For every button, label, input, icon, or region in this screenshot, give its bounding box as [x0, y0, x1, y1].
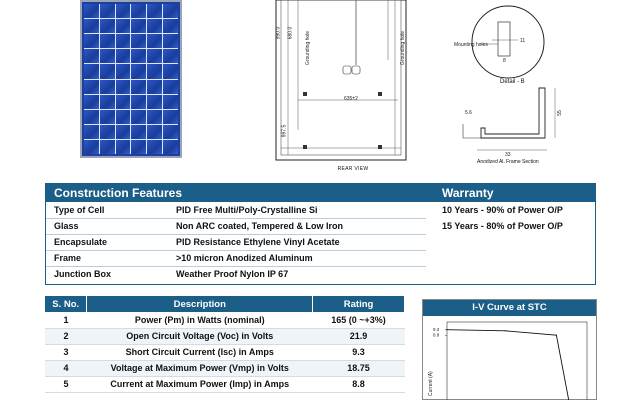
solar-cell [131, 110, 146, 124]
rear-view-caption: REAR VIEW [337, 166, 369, 172]
solar-cell [100, 34, 115, 48]
y-tick-label: 8.8 [433, 332, 440, 338]
cell-description: Power (Pm) in Watts (nominal) [87, 312, 313, 328]
cell-rating: 9.3 [313, 344, 405, 360]
solar-cell [131, 64, 146, 78]
iv-curve-line [447, 330, 575, 400]
solar-cell [131, 80, 146, 94]
solar-cell [147, 64, 162, 78]
solar-cell [84, 110, 99, 124]
construction-label: Frame [54, 253, 82, 263]
warranty-item: 10 Years - 90% of Power O/P [442, 205, 563, 215]
iv-curve-point [556, 335, 557, 336]
iv-curve-point [446, 329, 447, 330]
dim-label: 8 [503, 58, 506, 64]
table-row [45, 312, 405, 328]
iv-curve-point [505, 330, 506, 331]
detail-b-drawing [454, 0, 580, 92]
solar-cell [84, 19, 99, 33]
mounting-holes-label: Mounting holes [454, 42, 488, 48]
iv-curve-panel [422, 299, 597, 400]
solar-cell [147, 95, 162, 109]
grounding-hole-label: Grounding hole [305, 30, 312, 66]
dim-label: 33 [505, 152, 511, 158]
cell-sno: 4 [45, 360, 87, 376]
solar-cell [163, 95, 178, 109]
construction-label: Encapsulate [54, 237, 108, 247]
solar-cell [131, 49, 146, 63]
table-row [45, 376, 405, 392]
construction-label: Glass [54, 221, 79, 231]
column-header-description: Description [87, 296, 313, 312]
solar-cell [163, 64, 178, 78]
solar-cell [116, 49, 131, 63]
solar-cell [116, 19, 131, 33]
solar-cell [100, 95, 115, 109]
solar-cell [84, 34, 99, 48]
construction-row [46, 266, 595, 282]
solar-cell [84, 80, 99, 94]
solar-cell [116, 125, 131, 139]
cell-sno: 2 [45, 328, 87, 344]
construction-label: Type of Cell [54, 205, 105, 215]
construction-value: >10 micron Anodized Aluminum [176, 253, 313, 263]
solar-cell [163, 110, 178, 124]
cell-rating: 21.9 [313, 328, 405, 344]
solar-cell [147, 125, 162, 139]
column-header-sno: S. No. [45, 296, 87, 312]
solar-cell [131, 95, 146, 109]
cell-grid [84, 4, 178, 154]
cell-description: Open Circuit Voltage (Voc) in Volts [87, 328, 313, 344]
construction-value: PID Free Multi/Poly-Crystalline Si [176, 205, 318, 215]
solar-cell [84, 4, 99, 18]
solar-cell [100, 110, 115, 124]
dim-label: 55 [556, 110, 563, 116]
electrical-spec-table [45, 296, 405, 393]
solar-cell [116, 80, 131, 94]
cell-sno: 5 [45, 376, 87, 392]
construction-features-section [45, 183, 596, 285]
table-header-row [45, 296, 405, 312]
plot-frame [447, 322, 587, 400]
solar-cell [147, 110, 162, 124]
construction-header [46, 184, 595, 202]
solar-cell [147, 140, 162, 154]
construction-label: Junction Box [54, 269, 112, 279]
table-row [45, 344, 405, 360]
solar-cell [100, 19, 115, 33]
solar-cell [131, 125, 146, 139]
table-row [45, 360, 405, 376]
iv-curve-chart [423, 316, 596, 400]
construction-row [46, 234, 595, 250]
y-tick-label: 9.3 [433, 327, 440, 333]
solar-cell [147, 19, 162, 33]
frame-section-svg [455, 80, 575, 170]
solar-cell [100, 49, 115, 63]
warranty-item: 15 Years - 80% of Power O/P [442, 221, 563, 231]
solar-cell [163, 4, 178, 18]
frame-section-drawing [455, 80, 575, 170]
cell-sno: 3 [45, 344, 87, 360]
solar-cell [116, 95, 131, 109]
dim-label: 680.0 [287, 26, 294, 40]
construction-row [46, 250, 595, 266]
solar-cell [163, 34, 178, 48]
cell-sno: 1 [45, 312, 87, 328]
solar-cell [147, 34, 162, 48]
solar-cell [163, 19, 178, 33]
solar-cell [131, 19, 146, 33]
warranty-title: Warranty [442, 186, 494, 200]
rear-view-svg [268, 0, 438, 178]
solar-cell [163, 140, 178, 154]
construction-title: Construction Features [54, 186, 183, 200]
solar-cell [131, 140, 146, 154]
dim-label: 990.0 [275, 26, 282, 40]
cell-description: Voltage at Maximum Power (Vmp) in Volts [87, 360, 313, 376]
solar-cell [131, 4, 146, 18]
dim-label: 5.6 [465, 110, 472, 116]
solar-cell [163, 80, 178, 94]
solar-cell [147, 4, 162, 18]
cell-rating: 165 (0 ~+3%) [313, 312, 405, 328]
dim-label: 635±2 [344, 96, 358, 102]
detail-b-label: Detail - B [500, 79, 525, 85]
solar-cell [84, 49, 99, 63]
solar-cell [116, 64, 131, 78]
cell-rating: 18.75 [313, 360, 405, 376]
solar-cell [147, 49, 162, 63]
solar-cell [163, 125, 178, 139]
solar-cell [116, 34, 131, 48]
solar-cell [84, 64, 99, 78]
solar-cell [84, 95, 99, 109]
solar-cell [131, 34, 146, 48]
iv-curve-title: I-V Curve at STC [423, 300, 596, 316]
construction-row [46, 218, 595, 234]
solar-cell [116, 140, 131, 154]
construction-row [46, 202, 595, 218]
solar-cell [100, 125, 115, 139]
solar-cell [147, 80, 162, 94]
solar-cell [116, 110, 131, 124]
construction-value: PID Resistance Ethylene Vinyl Acetate [176, 237, 340, 247]
construction-value: Weather Proof Nylon IP 67 [176, 269, 289, 279]
solar-cell [116, 4, 131, 18]
solar-cell [100, 4, 115, 18]
cell-description: Short Circuit Current (Isc) in Amps [87, 344, 313, 360]
column-header-rating: Rating [313, 296, 405, 312]
solar-cell [100, 80, 115, 94]
panel-front-view [80, 0, 182, 158]
solar-cell [100, 64, 115, 78]
solar-cell [84, 125, 99, 139]
rear-view-drawing [268, 0, 438, 178]
solar-cell [84, 140, 99, 154]
solar-cell [163, 49, 178, 63]
dim-label: 11 [520, 38, 526, 44]
construction-value: Non ARC coated, Tempered & Low Iron [176, 221, 344, 231]
table-row [45, 328, 405, 344]
solar-cell [100, 140, 115, 154]
frame-section-caption: Anodized Al. Frame Section [477, 159, 539, 165]
grounding-hole-label: Grounding hole [400, 30, 407, 66]
cell-description: Current at Maximum Power (Imp) in Amps [87, 376, 313, 392]
cell-rating: 8.8 [313, 376, 405, 392]
y-axis-label: Current (A) [428, 371, 434, 396]
dim-label: 997.5 [281, 124, 288, 138]
